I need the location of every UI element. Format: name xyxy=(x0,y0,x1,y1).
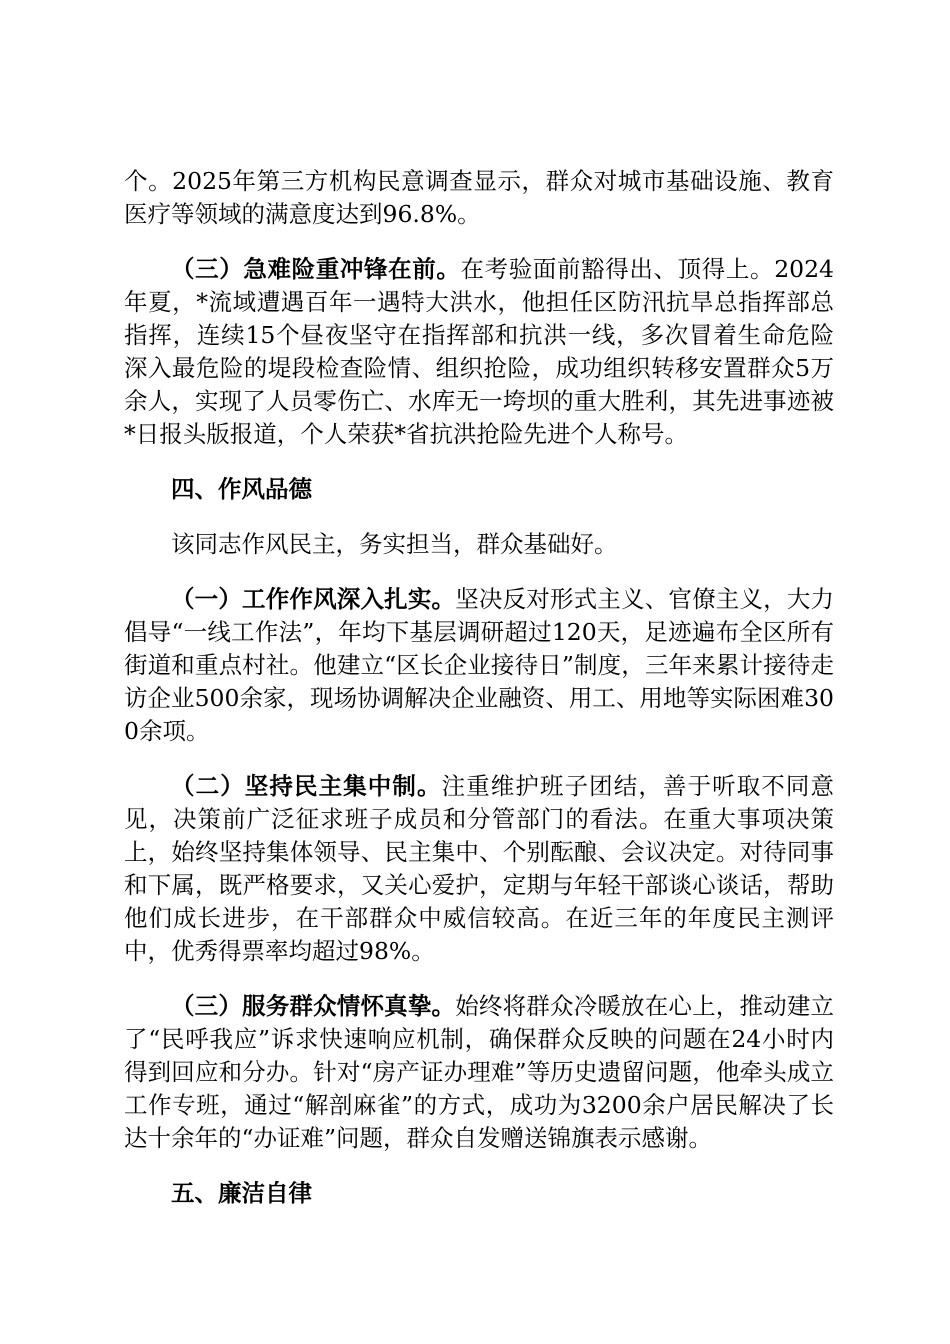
paragraph-democratic-centralism xyxy=(124,770,834,968)
section-heading-integrity: 五、廉洁自律 xyxy=(171,1179,312,1207)
paragraph-text: 注重维护班子团结，善于听取不同意见，决策前广泛征求班子成员和分管部门的看法。在重大事项决策上，始终坚持集体领导、民主集中、个别酝酿、会议决定。对待同事和下属，既严格要求，又关心爱护，定期与年轻干部谈心谈话，帮助他们成长进步，在干部群众中威信较高。在近三年的年度民主测评中，优秀得票率均超过98%。 xyxy=(124,772,835,965)
paragraph-serving-the-public xyxy=(124,990,834,1155)
paragraph-satisfaction-survey xyxy=(124,165,834,231)
paragraph-work-style xyxy=(124,583,834,748)
paragraph-text: 在考验面前豁得出、顶得上。2024年夏，*流域遭遇百年一遇特大洪水，他担任区防汛抗旱总指挥部总指挥，连续15个昼夜坚守在指挥部和抗洪一线，多次冒着生命危险深入最危险的堤段检查险情、组织抢险，成功组织转移安置群众5万余人，实现了人员零伤亡、水库无一垮坝的重大胜利，其先进事迹被*日报头版报道，个人荣获*省抗洪抢险先进个人称号。 xyxy=(124,255,834,448)
paragraph-text: 该同志作风民主，务实担当，群众基础好。 xyxy=(171,530,618,558)
section-heading-style-and-character: 四、作风品德 xyxy=(171,475,312,503)
paragraph-text: 始终将群众冷暖放在心上，推动建立了“民呼我应”诉求快速响应机制，确保群众反映的问题在24小时内得到回应和分办。针对“房产证办理难”等历史遗留问题，他牵头成立工作专班，通过“解剖麻雀”的方式，成功为3200余户居民解决了长达十余年的“办证难”问题，群众自发赠送锦旗表示感谢。 xyxy=(124,992,835,1152)
paragraph-lead: （一）工作作风深入扎实。 xyxy=(171,585,456,613)
paragraph-lead: （三）急难险重冲锋在前。 xyxy=(171,255,461,283)
paragraph-lead: （二）坚持民主集中制。 xyxy=(171,772,442,800)
paragraph-lead: （三）服务群众情怀真挚。 xyxy=(171,992,456,1020)
paragraph-style-summary xyxy=(124,528,834,561)
paragraph-text: 坚决反对形式主义、官僚主义，大力倡导“一线工作法”，年均下基层调研超过120天，足迹遍布全区所有街道和重点村社。他建立“区长企业接待日”制度，三年来累计接待走访企业500余家，现场协调解决企业融资、用工、用地等实际困难300余项。 xyxy=(124,585,835,745)
paragraph-text: 个。2025年第三方机构民意调查显示，群众对城市基础设施、教育医疗等领域的满意度达到96.8%。 xyxy=(124,167,834,228)
paragraph-flood-response xyxy=(124,253,834,451)
document-body xyxy=(124,165,834,1232)
